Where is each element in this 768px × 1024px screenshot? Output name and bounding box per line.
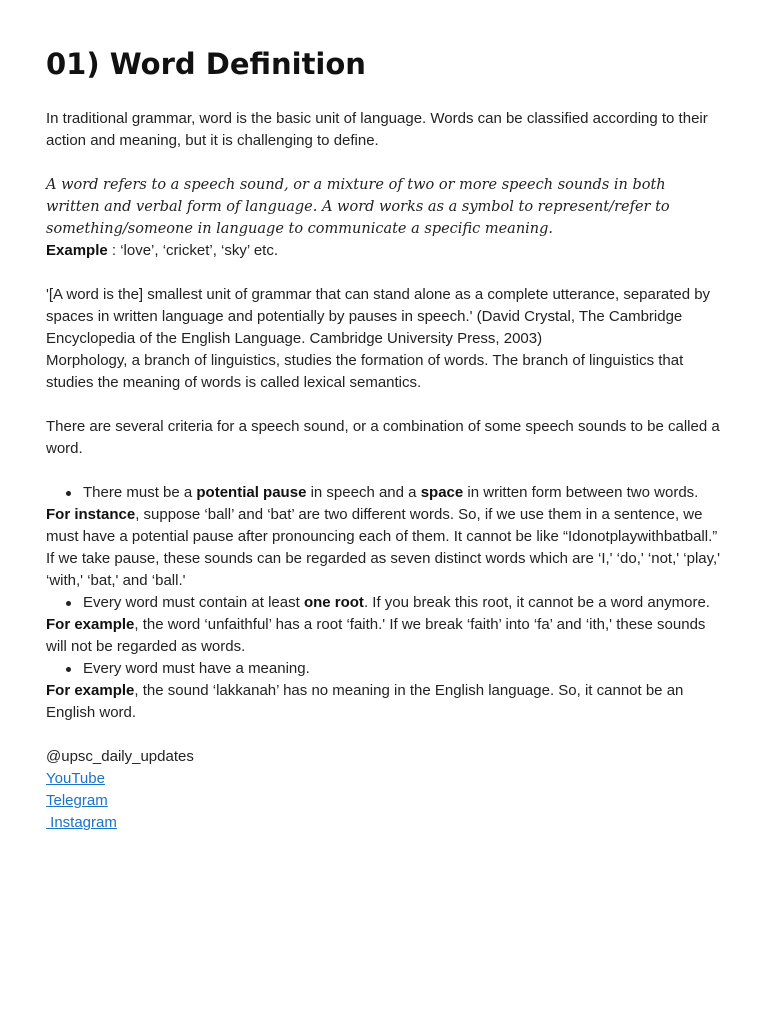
intro-paragraph: In traditional grammar, word is the basic unit of language. Words can be classified according to their action and meaning, but it is challenging to define. (46, 110, 708, 149)
for-example-paragraph-meaning (46, 680, 722, 724)
criteria-text: . If you break this root, it cannot be a word anymore. (363, 594, 710, 611)
criteria-bold: one root (303, 594, 364, 611)
criteria-intro: There are several criteria for a speech sound, or a combination of some speech sounds to be called a word. (46, 418, 720, 457)
spacer (46, 262, 722, 284)
for-instance-paragraph (46, 504, 722, 592)
criteria-bold: potential pause (196, 484, 307, 501)
criteria-list-1 (46, 482, 722, 504)
criteria-text: Every word must contain at least (83, 594, 304, 611)
instagram-link[interactable]: Instagram (46, 814, 117, 831)
spacer (46, 724, 722, 746)
definition-paragraph: A word refers to a speech sound, or a mixture of two or more speech sounds in both written and verbal form of language. A word works as a symbol to represent/refer to something/someone in language to communicate a specific meaning. (46, 177, 670, 237)
criteria-text: There must be a (83, 484, 197, 501)
spacer (46, 394, 722, 416)
morphology-paragraph: Morphology, a branch of linguistics, studies the formation of words. The branch of linguistics that studies the meaning of words is called lexical semantics. (46, 352, 684, 391)
telegram-link[interactable]: Telegram (46, 792, 108, 809)
for-example-label: For example (46, 682, 135, 699)
spacer (46, 460, 722, 482)
criteria-text: Every word must have a meaning. (83, 660, 310, 677)
criteria-list-2 (46, 592, 722, 614)
criteria-item-root (83, 592, 722, 614)
page-title: 01) Word Definition (46, 47, 366, 81)
spacer (46, 152, 722, 174)
for-example-text: , the word ‘unfaithful’ has a root ‘faith.' If we break ‘faith’ into ‘fa’ and ‘ith,' these sounds will not be regarded as words. (46, 616, 706, 655)
for-instance-text: , suppose ‘ball’ and ‘bat’ are two different words. So, if we use them in a sentence, we must have a potential pause after pronouncing each of them. It cannot be like “Idonotplaywithbatball.” If we take pause, these sounds can be regarded as seven distinct words which are ‘I,' ‘do,' ‘not,' ‘play,' ‘with,' ‘bat,' and ‘ball.' (46, 506, 721, 589)
criteria-text: in speech and a (306, 484, 421, 501)
criteria-item-pause (83, 482, 722, 504)
for-example-paragraph-root (46, 614, 722, 658)
channel-handle: @upsc_daily_updates (46, 748, 194, 765)
example-label: Example (46, 242, 108, 259)
criteria-list-3 (46, 658, 722, 680)
example-text: : ‘love’, ‘cricket’, ‘sky’ etc. (107, 242, 279, 259)
quote-paragraph: '[A word is the] smallest unit of grammar that can stand alone as a complete utterance, separated by spaces in written language and potentially by pauses in speech.' (David Crystal, The Cambridge Encyclopedia of the English Language. Cambridge University Press, 2003) (46, 286, 711, 347)
for-instance-label: For instance (46, 506, 136, 523)
example-line (46, 240, 722, 262)
for-example-text: , the sound ‘lakkanah’ has no meaning in the English language. So, it cannot be an English word. (46, 682, 684, 721)
for-example-label: For example (46, 616, 135, 633)
criteria-item-meaning (83, 658, 722, 680)
criteria-bold: space (420, 484, 464, 501)
youtube-link[interactable]: YouTube (46, 770, 105, 787)
criteria-text: in written form between two words. (463, 484, 699, 501)
